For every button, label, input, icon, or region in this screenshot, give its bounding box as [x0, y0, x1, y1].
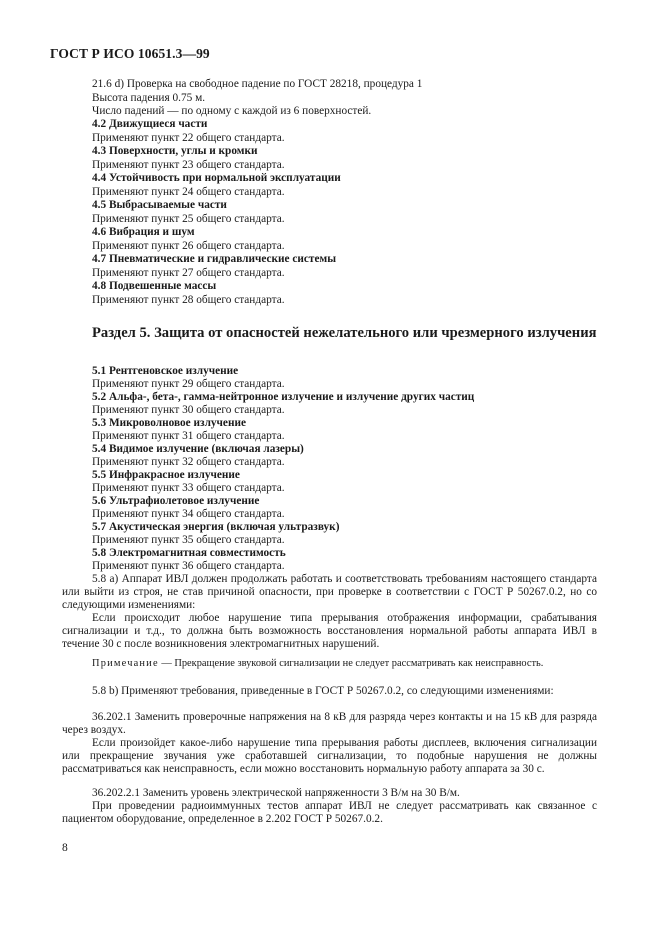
paragraph-36-202-2-1: 36.202.2.1 Заменить уровень электрической напряженности 3 В/м на 30 В/м.: [92, 787, 460, 799]
note-label: Примечание: [92, 658, 159, 669]
clause-heading: 5.8 Электромагнитная совместимость: [92, 547, 286, 559]
clause-text: Применяют пункт 36 общего стандарта.: [92, 560, 285, 572]
clause-heading: 5.3 Микроволновое излучение: [92, 417, 246, 429]
note: [92, 658, 543, 669]
section-title: Раздел 5. Защита от опасностей нежелательного или чрезмерного излучения: [92, 325, 597, 341]
paragraph-display: Если произойдет какое-либо нарушение типа прерывания работы дисплеев, включения сигнализации или прекращение звучания уже сработавшей сигнализации, то подобные нарушения не должны рассматриваться как неисправность, если можно восстановить нормальную работу аппарата за 30 с.: [62, 737, 597, 776]
intro-line: 21.6 d) Проверка на свободное падение по ГОСТ 28218, процедура 1: [92, 78, 423, 90]
document-header: ГОСТ Р ИСО 10651.3—99: [50, 46, 210, 61]
clause-heading: 5.7 Акустическая энергия (включая ультразвук): [92, 521, 340, 533]
clause-text: Применяют пункт 25 общего стандарта.: [92, 213, 285, 225]
clause-text: Применяют пункт 26 общего стандарта.: [92, 240, 285, 252]
clause-heading: 4.5 Выбрасываемые части: [92, 199, 227, 211]
intro-line: Высота падения 0.75 м.: [92, 92, 206, 104]
paragraph-interrupt: Если происходит любое нарушение типа прерывания отображения информации, срабатывания сигнализации и т.д., то должна быть возможность восстановления нормальной работы аппарата ИВЛ в течение 30 с после возникновения электромагнитных нарушений.: [62, 612, 597, 651]
clause-text: Применяют пункт 28 общего стандарта.: [92, 294, 285, 306]
clause-heading: 4.3 Поверхности, углы и кромки: [92, 145, 258, 157]
clause-heading: 5.4 Видимое излучение (включая лазеры): [92, 443, 304, 455]
paragraph-5-8-a: 5.8 а) Аппарат ИВЛ должен продолжать работать и соответствовать требованиям настоящего стандарта или выйти из строя, не став причиной опасности, при проверке в соответствии с ГОСТ Р 50267.0.2, но со следующими изменениями:: [62, 573, 597, 612]
paragraph-36-202-1: 36.202.1 Заменить проверочные напряжения на 8 кВ для разряда через контакты и на 15 кВ для разряда через воздух.: [62, 711, 597, 737]
clause-text: Применяют пункт 29 общего стандарта.: [92, 378, 285, 390]
clause-text: Применяют пункт 23 общего стандарта.: [92, 159, 285, 171]
clause-text: Применяют пункт 32 общего стандарта.: [92, 456, 285, 468]
clause-heading: 4.8 Подвешенные массы: [92, 280, 217, 292]
clause-heading: 4.4 Устойчивость при нормальной эксплуатации: [92, 172, 341, 184]
clause-heading: 5.2 Альфа-, бета-, гамма-нейтронное излучение и излучение других частиц: [92, 391, 475, 403]
paragraph-radio: При проведении радиоиммунных тестов аппарат ИВЛ не следует рассматривать как связанное с пациентом оборудование, определенное в 2.202 ГОСТ Р 50267.0.2.: [62, 800, 597, 826]
page-number: 8: [62, 842, 68, 854]
clause-heading: 5.6 Ультрафиолетовое излучение: [92, 495, 260, 507]
clause-text: Применяют пункт 22 общего стандарта.: [92, 132, 285, 144]
clause-text: Применяют пункт 27 общего стандарта.: [92, 267, 285, 279]
clause-heading: 5.5 Инфракрасное излучение: [92, 469, 240, 481]
clause-text: Применяют пункт 24 общего стандарта.: [92, 186, 285, 198]
clause-text: Применяют пункт 33 общего стандарта.: [92, 482, 285, 494]
intro-line: Число падений — по одному с каждой из 6 поверхностей.: [92, 105, 372, 117]
clause-text: Применяют пункт 31 общего стандарта.: [92, 430, 285, 442]
clause-heading: 5.1 Рентгеновское излучение: [92, 365, 239, 377]
paragraph-5-8-b: 5.8 b) Применяют требования, приведенные в ГОСТ Р 50267.0.2, со следующими изменениями:: [92, 685, 554, 697]
clause-heading: 4.7 Пневматические и гидравлические системы: [92, 253, 337, 265]
clause-text: Применяют пункт 35 общего стандарта.: [92, 534, 285, 546]
clause-text: Применяют пункт 30 общего стандарта.: [92, 404, 285, 416]
clause-heading: 4.2 Движущиеся части: [92, 118, 208, 130]
note-text: — Прекращение звуковой сигнализации не следует рассматривать как неисправность.: [158, 658, 544, 669]
clause-heading: 4.6 Вибрация и шум: [92, 226, 195, 238]
clause-text: Применяют пункт 34 общего стандарта.: [92, 508, 285, 520]
